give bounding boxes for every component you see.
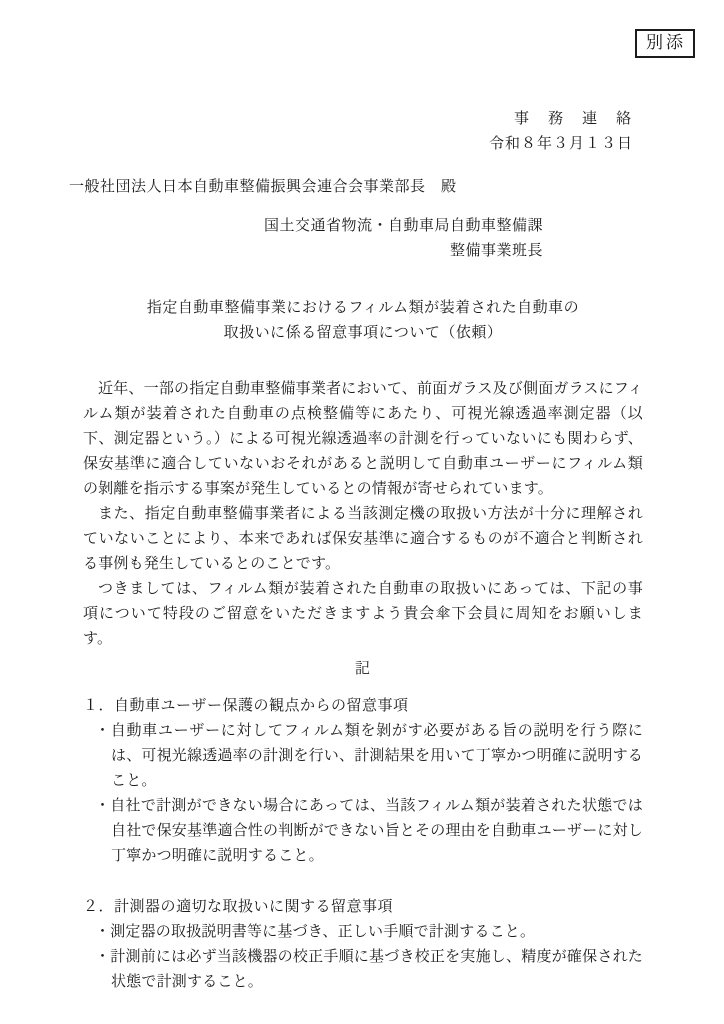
subject-title-line1: 指定自動車整備事業におけるフィルム類が装着された自動車の: [146, 299, 580, 316]
addressee-line: 一般社団法人日本自動車整備振興会連合会事業部長 殿: [69, 178, 457, 195]
paragraph-2: また、指定自動車整備事業者による当該測定機の取扱い方法が十分に理解されていないことにより、本来であれば保安基準に適合するものが不適合と判断される事例も発生しているとのことです。: [83, 505, 643, 572]
paragraph-1: 近年、一部の指定自動車整備事業者において、前面ガラス及び側面ガラスにフィルム類が装着された自動車の点検整備等にあたり、可視光線透過率測定器（以下、測定器という。）による可視光線透過率の計測を行っていないにも関わらず、保安基準に適合していないおそれがあると説明して自動車ユーザーにフィルム類の剝離を指示する事案が発生しているとの情報が寄せられています。: [83, 380, 643, 497]
record-marker: 記: [354, 660, 371, 677]
bullet-marker: ・: [95, 923, 111, 940]
bullet-marker: ・: [95, 722, 111, 739]
section-2-bullet-1-text: 測定器の取扱説明書等に基づき、正しい手順で計測すること。: [110, 923, 536, 940]
sender-org: 国土交通省物流・自動車局自動車整備課: [263, 217, 543, 234]
attachment-label-box: 別添: [635, 29, 695, 58]
section-2-bullet-2-text: 計測前には必ず当該機器の校正手順に基づき校正を実施し、精度が確保された状態で計測すること。: [110, 948, 643, 990]
section-1-bullet-1-text: 自動車ユーザーに対してフィルム類を剝がす必要がある旨の説明を行う際には、可視光線透過率の計測を行い、計測結果を用いて丁寧かつ明確に説明すること。: [110, 722, 644, 789]
document-content: [69, 0, 644, 994]
section-1-bullet-2-text: 自社で計測ができない場合にあっては、当該フィルム類が装着された状態では自社で保安基準適合性の判断ができない旨とその理由を自動車ユーザーに対し丁寧かつ明確に説明すること。: [110, 797, 644, 864]
bullet-marker: ・: [95, 948, 111, 965]
sender-title: 整備事業班長: [449, 242, 543, 259]
sender-block: [83, 213, 643, 263]
doc-kind-label: 事 務 連 絡: [513, 110, 633, 127]
section-1-bullet-1: [95, 718, 643, 793]
subject-title: [83, 295, 643, 345]
section-1-heading: １．自動車ユーザー保護の観点からの留意事項: [83, 697, 409, 714]
section-2-bullet-2: [95, 944, 643, 994]
section-2-bullet-1: [95, 919, 643, 944]
section-1: [83, 693, 643, 868]
subject-title-line2: 取扱いに係る留意事項について（依頼）: [223, 324, 503, 341]
section-2: [83, 894, 643, 994]
document-date: 令和８年３月１３日: [488, 135, 633, 152]
paragraph-3: つきましては、フィルム類が装着された自動車の取扱いにあっては、下記の事項について特段のご留意をいただきますよう貴会傘下会員に周知をお願いします。: [83, 580, 643, 647]
section-2-heading: ２．計測器の適切な取扱いに関する留意事項: [83, 898, 394, 915]
body-paragraphs: [83, 376, 643, 651]
section-1-bullet-2: [95, 793, 643, 868]
bullet-marker: ・: [95, 797, 111, 814]
